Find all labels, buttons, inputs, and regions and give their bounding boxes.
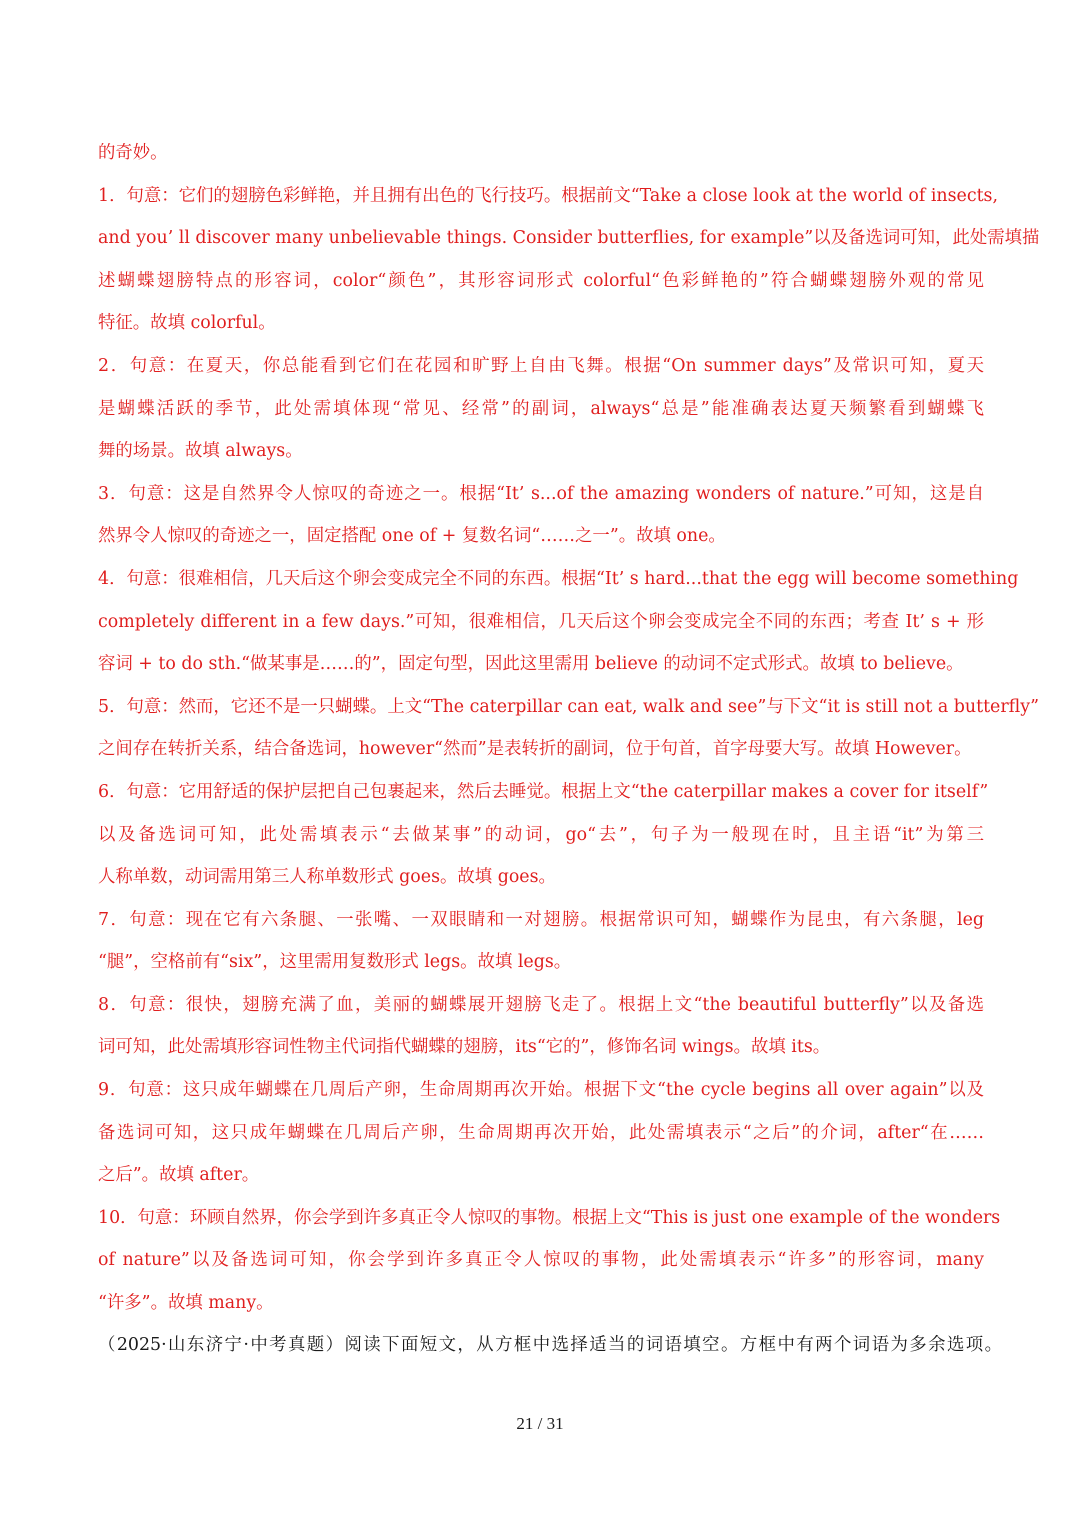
explanation-line [98, 856, 984, 899]
explanation-line [98, 686, 1039, 729]
explanation-line [98, 771, 989, 814]
explanation-line-text: 1．句意：它们的翅膀色彩鲜艳，并且拥有出色的飞行技巧。根据前文“Take a close look at the world of insects, [98, 185, 999, 206]
explanation-line [98, 1282, 984, 1325]
explanation-line-text: “腿”，空格前有“six”，这里需用复数形式 legs。故填 legs。 [98, 952, 572, 973]
explanation-line [98, 430, 984, 473]
explanation-line-text: 5．句意：然而，它还不是一只蝴蝶。上文“The caterpillar can eat, walk and see”与下文“it is still not a butterfly” [98, 696, 1039, 717]
explanation-line [98, 1026, 984, 1069]
explanation-line [98, 643, 984, 686]
explanation-line [98, 984, 984, 1027]
explanation-line-text: and you’ ll discover many unbelievable things. Consider butterflies, for example”以及备选词可知，此处需填描 [98, 228, 1040, 249]
explanation-line-text: 词可知，此处需填形容词性物主代词指代蝴蝶的翅膀，its“它的”，修饰名词 wings。故填 its。 [98, 1037, 831, 1058]
explanation-line-text: 人称单数，动词需用第三人称单数形式 goes。故填 goes。 [98, 867, 556, 888]
explanation-line-text: 之后”。故填 after。 [98, 1165, 260, 1186]
explanation-line-text: 2．句意：在夏天，你总能看到它们在花园和旷野上自由飞舞。根据“On summer days”及常识可知，夏天 [98, 355, 984, 376]
explanation-line [98, 558, 1019, 601]
explanation-line [98, 941, 984, 984]
explanation-line-text: 8．句意：很快，翅膀充满了血，美丽的蝴蝶展开翅膀飞走了。根据上文“the beautiful butterfly”以及备选 [98, 994, 984, 1015]
explanation-line [98, 1154, 984, 1197]
explanation-line-text: 特征。故填 colorful。 [98, 313, 276, 334]
explanation-line [98, 1069, 984, 1112]
explanation-line-text: 然界令人惊叹的奇迹之一，固定搭配 one of + 复数名词“……之一”。故填 one。 [98, 526, 726, 547]
explanation-line-text: 容词 + to do sth.“做某事是……的”，固定句型，因此这里需用 believe 的动词不定式形式。故填 to believe。 [98, 654, 964, 675]
explanation-line [98, 814, 984, 857]
explanation-line [98, 728, 984, 771]
explanation-line [98, 175, 999, 218]
explanation-line-text: 备选词可知，这只成年蝴蝶在几周后产卵，生命周期再次开始，此处需填表示“之后”的介词，after“在…… [98, 1122, 984, 1143]
explanation-line-text: 9．句意：这只成年蝴蝶在几周后产卵，生命周期再次开始。根据下文“the cycle begins all over again”以及 [98, 1080, 984, 1101]
next-question-intro: （2025·山东济宁·中考真题）阅读下面短文，从方框中选择适当的词语填空。方框中有两个词语为多余选项。 [98, 1335, 1002, 1355]
explanation-line-text: 之间存在转折关系，结合备选词，however“然而”是表转折的副词，位于句首，首字母要大写。故填 However。 [98, 739, 972, 760]
explanation-line [98, 601, 984, 644]
explanation-line-text: 4．句意：很难相信，几天后这个卵会变成完全不同的东西。根据“It’ s hard...that the egg will become something [98, 568, 1019, 589]
explanation-line [98, 899, 984, 942]
explanation-line [98, 515, 984, 558]
explanation-line-text: 是蝴蝶活跃的季节，此处需填体现“常见、经常”的副词，always“总是”能准确表达夏天频繁看到蝴蝶飞 [98, 398, 984, 419]
explanation-line [98, 260, 984, 303]
explanation-line-text: 6．句意：它用舒适的保护层把自己包裹起来，然后去睡觉。根据上文“the caterpillar makes a cover for itself” [98, 781, 989, 802]
explanation-line-text: 的奇妙。 [98, 143, 168, 163]
explanation-line [98, 302, 984, 345]
explanation-line-text: of nature”以及备选词可知，你会学到许多真正令人惊叹的事物，此处需填表示“许多”的形容词，many [98, 1250, 984, 1271]
answer-explanations [98, 132, 1040, 1325]
explanation-line-text: 7．句意：现在它有六条腿、一张嘴、一双眼睛和一对翅膀。根据常识可知，蝴蝶作为昆虫，有六条腿，leg [98, 909, 984, 930]
explanation-line [98, 388, 984, 431]
page-number: 21 / 31 [516, 1414, 564, 1433]
explanation-line [98, 473, 984, 516]
explanation-line [98, 345, 984, 388]
explanation-line [98, 1239, 984, 1282]
explanation-line-text: 舞的场景。故填 always。 [98, 441, 303, 462]
explanation-line-text: 以及备选词可知，此处需填表示“去做某事”的动词，go“去”，句子为一般现在时，且主语“it”为第三 [98, 824, 984, 845]
explanation-line-text: 10．句意：环顾自然界，你会学到许多真正令人惊叹的事物。根据上文“This is just one example of the wonders [98, 1207, 1001, 1228]
explanation-line-text: 述蝴蝶翅膀特点的形容词，color“颜色”，其形容词形式 colorful“色彩鲜艳的”符合蝴蝶翅膀外观的常见 [98, 270, 984, 291]
explanation-line-text: 3．句意：这是自然界令人惊叹的奇迹之一。根据“It’ s...of the amazing wonders of nature.”可知，这是自 [98, 483, 984, 504]
explanation-line [98, 1112, 984, 1155]
explanation-line-text: “许多”。故填 many。 [98, 1293, 274, 1314]
explanation-line-text: completely different in a few days.”可知，很难相信，几天后这个卵会变成完全不同的东西；考查 It’ s + 形 [98, 611, 984, 632]
explanation-line [98, 132, 984, 175]
explanation-line [98, 1197, 1001, 1240]
explanation-line [98, 217, 1040, 260]
